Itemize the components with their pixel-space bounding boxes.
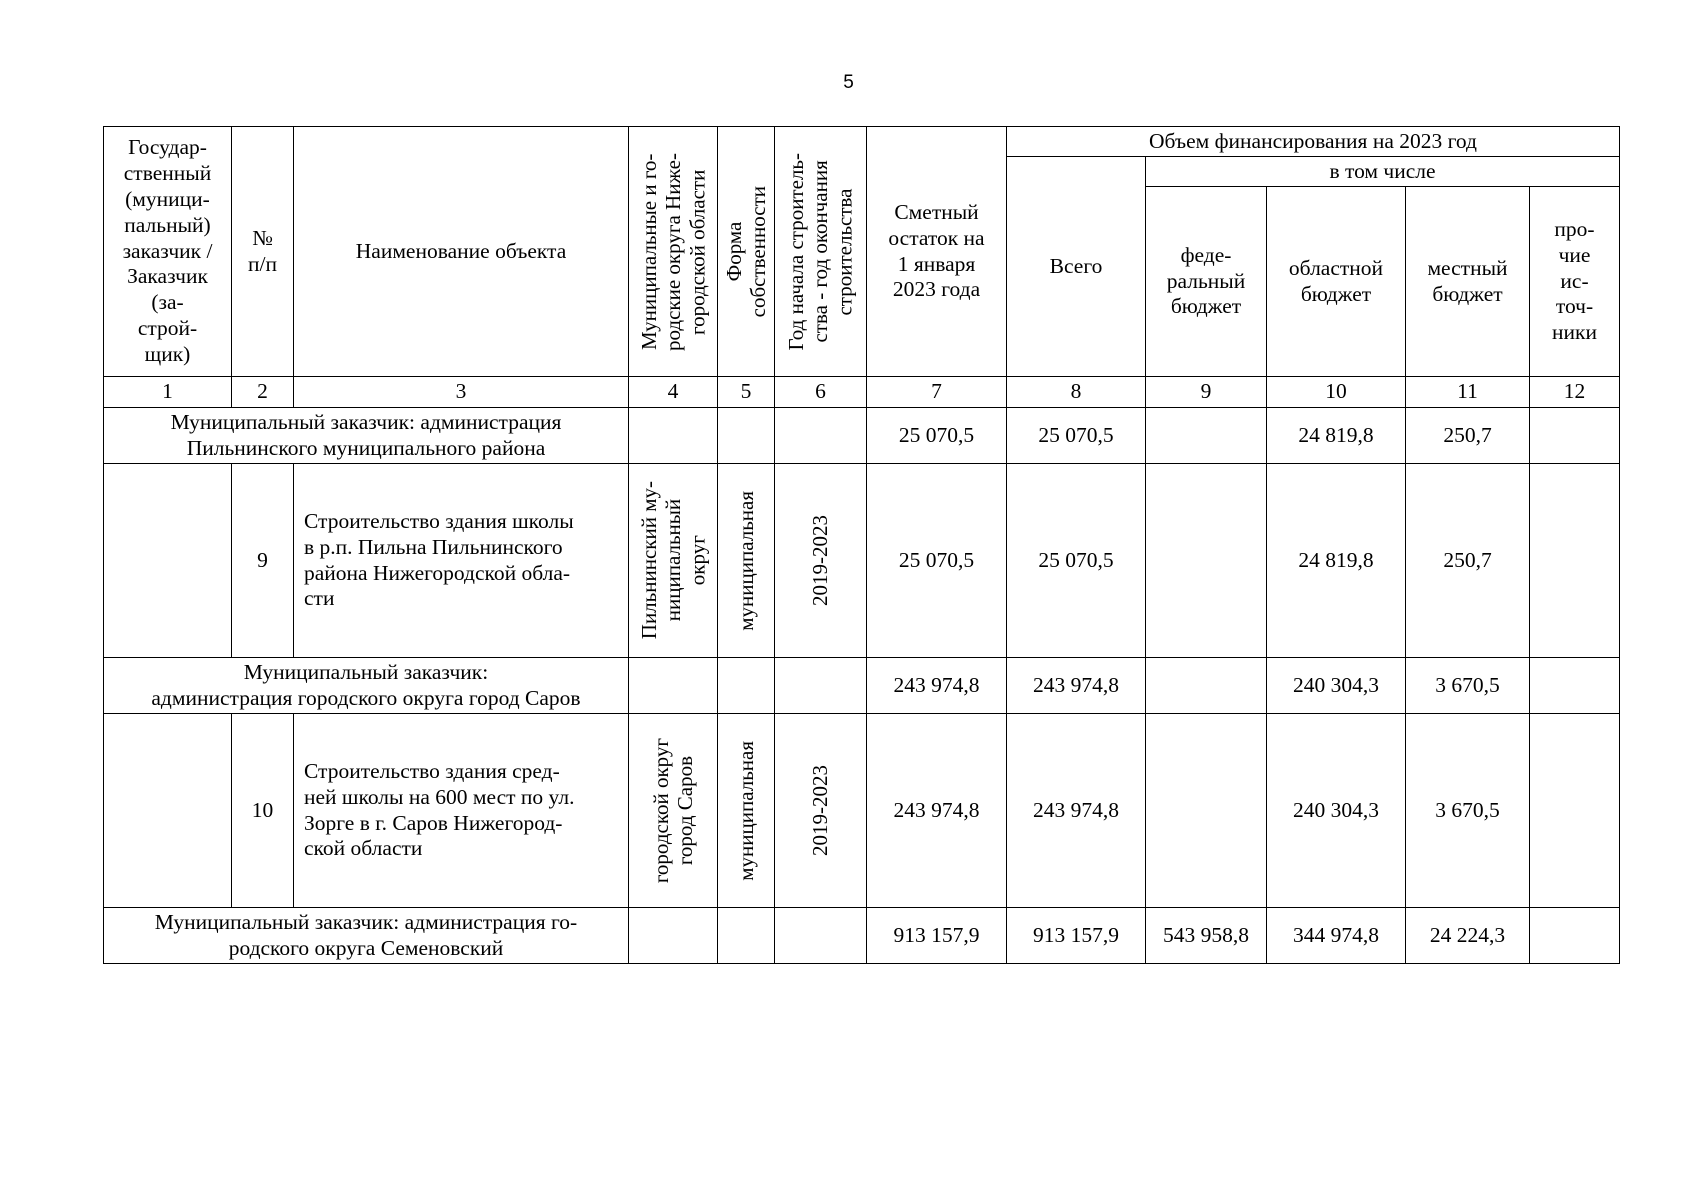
col-number: 1 (104, 377, 232, 408)
col-number: 11 (1406, 377, 1530, 408)
header-including: в том числе (1146, 157, 1620, 187)
customer-row (104, 908, 1620, 964)
cell-other (1530, 908, 1620, 964)
cell-local: 3 670,5 (1406, 658, 1530, 714)
header-years (775, 127, 867, 377)
cell-regional: 344 974,8 (1267, 908, 1406, 964)
cell-estimate: 243 974,8 (867, 714, 1007, 908)
col-number: 2 (232, 377, 294, 408)
cell-years (775, 714, 867, 908)
cell-regional: 240 304,3 (1267, 658, 1406, 714)
cell-municipality (629, 464, 718, 658)
header-other: про- чие ис- точ- ники (1530, 187, 1620, 377)
header-customer: Государ- ственный (муници- пальный) заказчик / Заказчик (за- строй- щик) (104, 127, 232, 377)
cell-federal (1146, 714, 1267, 908)
cell-estimate: 913 157,9 (867, 908, 1007, 964)
header-ownership-text: Форма собственности (721, 185, 770, 318)
col-number: 9 (1146, 377, 1267, 408)
object-row (104, 714, 1620, 908)
col-number: 5 (718, 377, 775, 408)
cell-federal (1146, 408, 1267, 464)
cell-other (1530, 408, 1620, 464)
header-funding: Объем финансирования на 2023 год (1007, 127, 1620, 157)
cell-ownership-text: муниципальная (733, 490, 758, 631)
cell-number: 9 (232, 464, 294, 658)
header-estimate: Сметный остаток на 1 января 2023 года (867, 127, 1007, 377)
cell-regional: 24 819,8 (1267, 408, 1406, 464)
cell-empty (775, 408, 867, 464)
customer-row (104, 408, 1620, 464)
customer-row (104, 658, 1620, 714)
cell-empty (775, 658, 867, 714)
cell-empty (104, 714, 232, 908)
cell-regional: 240 304,3 (1267, 714, 1406, 908)
col-number: 3 (294, 377, 629, 408)
customer-name: Муниципальный заказчик: администрация го- родского округа Семеновский (104, 908, 629, 964)
cell-total: 243 974,8 (1007, 658, 1146, 714)
cell-total: 25 070,5 (1007, 408, 1146, 464)
cell-total: 243 974,8 (1007, 714, 1146, 908)
cell-federal (1146, 464, 1267, 658)
customer-name: Муниципальный заказчик: администрация Пильнинского муниципального района (104, 408, 629, 464)
cell-local: 3 670,5 (1406, 714, 1530, 908)
header-object-name: Наименование объекта (294, 127, 629, 377)
col-number: 7 (867, 377, 1007, 408)
header-federal: феде- ральный бюджет (1146, 187, 1267, 377)
cell-empty (629, 658, 718, 714)
cell-estimate: 25 070,5 (867, 408, 1007, 464)
header-municipalities (629, 127, 718, 377)
cell-object-name: Строительство здания школы в р.п. Пильна Пильнинского района Нижегородской обла- сти (294, 464, 629, 658)
header-local: местный бюджет (1406, 187, 1530, 377)
header-municipalities-text: Муниципальные и го- родские округа Ниже- городской области (636, 152, 710, 351)
cell-local: 250,7 (1406, 408, 1530, 464)
cell-ownership (718, 714, 775, 908)
cell-years-text: 2019-2023 (808, 765, 833, 856)
cell-empty (718, 408, 775, 464)
page-number: 5 (843, 72, 854, 93)
column-numbers-row (104, 377, 1620, 408)
cell-ownership-text: муниципальная (733, 740, 758, 881)
cell-regional: 24 819,8 (1267, 464, 1406, 658)
cell-municipality (629, 714, 718, 908)
header-regional: областной бюджет (1267, 187, 1406, 377)
cell-empty (629, 908, 718, 964)
customer-name: Муниципальный заказчик: администрация городского округа город Саров (104, 658, 629, 714)
col-number: 10 (1267, 377, 1406, 408)
cell-estimate: 25 070,5 (867, 464, 1007, 658)
cell-years (775, 464, 867, 658)
cell-empty (629, 408, 718, 464)
header-number: № п/п (232, 127, 294, 377)
cell-local: 24 224,3 (1406, 908, 1530, 964)
cell-number: 10 (232, 714, 294, 908)
cell-other (1530, 714, 1620, 908)
cell-federal (1146, 658, 1267, 714)
cell-empty (104, 464, 232, 658)
cell-other (1530, 658, 1620, 714)
cell-empty (718, 908, 775, 964)
cell-empty (718, 658, 775, 714)
cell-municipality-text: городской округ город Саров (648, 737, 697, 884)
header-years-text: Год начала строитель- ства - год окончания строительства (784, 152, 857, 351)
financing-table (103, 126, 1620, 964)
header-ownership (718, 127, 775, 377)
cell-empty (775, 908, 867, 964)
cell-ownership (718, 464, 775, 658)
cell-other (1530, 464, 1620, 658)
cell-local: 250,7 (1406, 464, 1530, 658)
col-number: 8 (1007, 377, 1146, 408)
col-number: 12 (1530, 377, 1620, 408)
col-number: 6 (775, 377, 867, 408)
cell-estimate: 243 974,8 (867, 658, 1007, 714)
cell-total: 913 157,9 (1007, 908, 1146, 964)
object-row (104, 464, 1620, 658)
col-number: 4 (629, 377, 718, 408)
cell-municipality-text: Пильнинский му- ниципальный округ (636, 481, 710, 640)
cell-years-text: 2019-2023 (808, 515, 833, 606)
cell-object-name: Строительство здания сред- ней школы на 600 мест по ул. Зорге в г. Саров Нижегород- ской области (294, 714, 629, 908)
cell-total: 25 070,5 (1007, 464, 1146, 658)
cell-federal: 543 958,8 (1146, 908, 1267, 964)
header-total: Всего (1007, 157, 1146, 377)
